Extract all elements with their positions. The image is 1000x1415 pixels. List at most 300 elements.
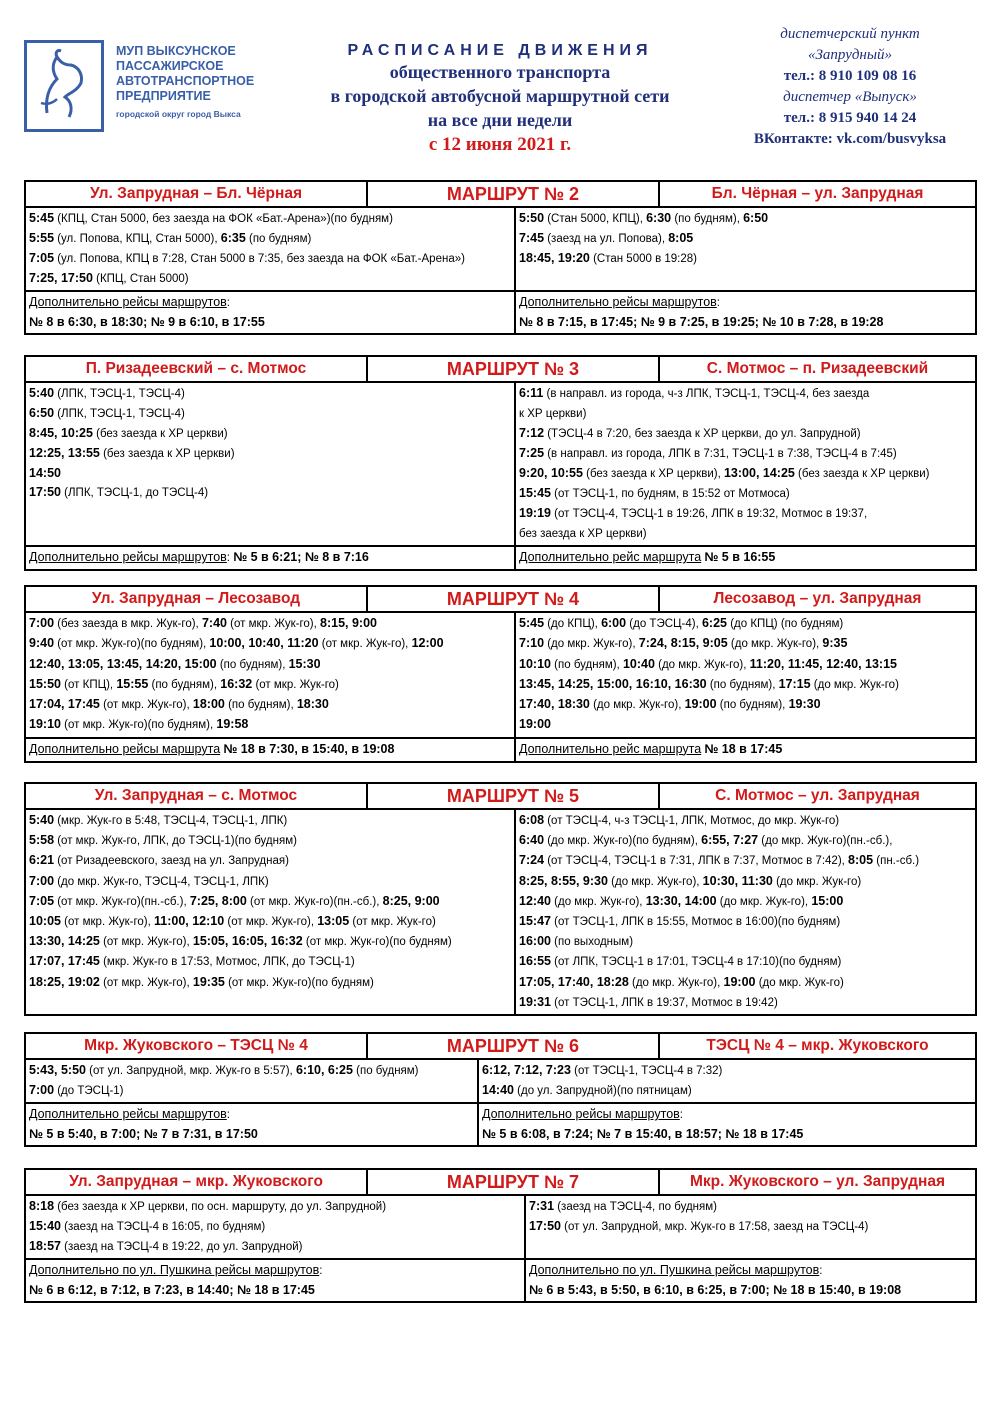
schedule-line: [29, 932, 511, 952]
schedule-line: [29, 424, 511, 444]
trip-note: :: [819, 1265, 823, 1277]
schedule-line: [529, 1261, 972, 1281]
departure-times: № 5 в 6:21; № 8 в 7:16: [233, 550, 369, 564]
route-header: [26, 587, 975, 613]
schedule-right: [526, 1196, 975, 1258]
schedule-line: [482, 1125, 972, 1144]
extra-label: Дополнительно рейсы маршрута: [29, 741, 221, 756]
schedule-line: [29, 614, 511, 634]
route-extra-trips: [26, 1102, 975, 1145]
schedule-line: [519, 912, 972, 932]
departure-times: 9:40: [29, 636, 55, 651]
departure-times: 7:05: [29, 251, 55, 265]
effective-date: с 12 июня 2021 г.: [428, 134, 572, 155]
schedule-line: [29, 404, 511, 424]
route-direction-left: Ул. Запрудная – Лесозавод: [26, 587, 368, 611]
departure-times: 5:55: [29, 231, 55, 245]
schedule-right: [516, 208, 975, 290]
departure-times: 6:12, 7:12, 7:23: [482, 1063, 571, 1077]
trip-note: (до мкр. Жук-го),: [628, 976, 724, 989]
route-block: [24, 1032, 977, 1147]
route-name: МАРШРУТ № 7: [368, 1170, 660, 1194]
departure-times: 6:00: [601, 616, 627, 630]
departure-times: 17:15: [778, 676, 811, 691]
trip-note: (от мкр. Жук-го),: [99, 976, 193, 989]
route-schedule: [26, 810, 975, 1014]
departure-times: 19:31: [519, 994, 551, 1009]
schedule-line: [529, 1281, 972, 1300]
trip-note: (ул. Попова, КПЦ, Стан 5000),: [54, 233, 221, 245]
departure-times: 12:40, 13:05, 13:45, 14:20, 15:00: [29, 656, 217, 671]
departure-times: № 18 в 17:45: [704, 741, 783, 756]
trip-note: (без заезда к ХР церкви): [99, 448, 235, 460]
trip-note: :: [226, 1109, 230, 1121]
schedule-line: [482, 1081, 972, 1101]
schedule-line: [519, 548, 972, 568]
departure-times: 17:50: [29, 485, 61, 499]
departure-times: 13:30, 14:25: [29, 934, 100, 949]
schedule-left: [26, 208, 516, 290]
departure-times: 7:45: [519, 231, 545, 245]
schedule-line: [29, 313, 511, 332]
departure-times: 5:45: [29, 211, 55, 225]
departure-times: 13:30, 14:00: [645, 893, 717, 908]
trip-note: (до мкр. Жук-го): [772, 875, 862, 888]
route-direction-left: Ул. Запрудная – мкр. Жуковского: [26, 1170, 368, 1194]
departure-times: 15:05, 16:05, 16:32: [192, 934, 303, 949]
departure-times: 5:43, 5:50: [29, 1063, 86, 1077]
trip-note: :: [226, 552, 234, 564]
departure-times: 5:45: [519, 616, 545, 630]
departure-times: 7:31: [529, 1199, 555, 1213]
org-line: ПРЕДПРИЯТИЕ: [116, 89, 211, 103]
departure-times: 16:32: [220, 676, 253, 691]
org-line: МУП ВЫКСУНСКОЕ: [116, 44, 236, 58]
schedule-line: [519, 655, 972, 675]
departure-times: 6:08: [519, 813, 545, 827]
route-name: МАРШРУТ № 4: [368, 587, 660, 611]
departure-times: 10:30, 11:30: [702, 873, 773, 888]
route-header: [26, 182, 975, 208]
extra-left: [26, 292, 516, 333]
departure-times: 17:40, 18:30: [519, 697, 590, 712]
schedule-line: [29, 229, 511, 249]
departure-times: 9:35: [822, 636, 848, 651]
trip-note: (без заезда к ХР церкви),: [582, 468, 724, 480]
departure-times: 12:40: [519, 893, 551, 908]
trip-note: (без заезда к ХР церкви): [92, 428, 228, 440]
trip-note: (без заезда к ХР церкви): [794, 468, 930, 480]
schedule-left: [26, 1196, 526, 1258]
route-schedule: [26, 1060, 975, 1102]
trip-note: (Стан 5000, КПЦ),: [544, 213, 647, 225]
trip-note: (до ТЭСЦ-4),: [626, 618, 702, 630]
departure-times: 16:55: [519, 954, 551, 969]
trip-note: (от Ризадеевского, заезд на ул. Запрудная): [54, 855, 289, 868]
departure-times: 6:30: [646, 211, 672, 225]
route-direction-left: Ул. Запрудная – Бл. Чёрная: [26, 182, 368, 206]
departure-times: 15:40: [29, 1219, 61, 1233]
page-header: [0, 0, 1000, 170]
route-direction-left: П. Ризадеевский – с. Мотмос: [26, 357, 368, 381]
departure-times: 17:05, 17:40, 18:28: [519, 974, 629, 989]
route-name: МАРШРУТ № 5: [368, 784, 660, 808]
schedule-line: [29, 634, 511, 654]
trip-note: :: [319, 1265, 323, 1277]
schedule-line: [519, 831, 972, 851]
route-block: [24, 782, 977, 1016]
route-extra-trips: [26, 1258, 975, 1301]
route-direction-right: Лесозавод – ул. Запрудная: [713, 590, 922, 607]
contact-vk-link[interactable]: ВКонтакте: vk.com/busvyksa: [753, 131, 947, 147]
trip-note: :: [679, 1109, 683, 1121]
trip-note: (без заезда к ХР церкви, по осн. маршруту, до ул. Запрудной): [54, 1201, 387, 1213]
schedule-line: [29, 912, 511, 932]
schedule-right: [516, 810, 975, 1014]
trip-note: (до КПЦ) (по будням): [727, 618, 844, 630]
schedule-line: [519, 209, 972, 229]
schedule-left: [26, 383, 516, 545]
departure-times: № 5 в 5:40, в 7:00; № 7 в 7:31, в 17:50: [29, 1127, 258, 1141]
trip-note: (заезд на ТЭСЦ-4, по будням): [554, 1201, 717, 1213]
schedule-line: [29, 715, 511, 735]
schedule-left: [26, 613, 516, 737]
trip-note: (до мкр. Жук-го)(по будням),: [544, 835, 702, 848]
departure-times: 19:00: [519, 717, 551, 732]
extra-left: [26, 1260, 526, 1301]
schedule-line: [529, 1217, 972, 1237]
trip-note: (от ТЭСЦ-4, ТЭСЦ-1 в 19:26, ЛПК в 19:32, Мотмос в 19:37,: [550, 508, 868, 520]
trip-note: (заезд на ТЭСЦ-4 в 19:22, до ул. Запрудной): [60, 1241, 303, 1253]
trip-note: (до мкр. Жук-го, ТЭСЦ-4, ТЭСЦ-1, ЛПК): [54, 875, 269, 888]
trip-note: (до ТЭСЦ-1): [54, 1085, 124, 1097]
schedule-line: [29, 695, 511, 715]
departure-times: 19:00: [684, 697, 717, 712]
trip-note: (по будням): [245, 233, 312, 245]
trip-note: (от мкр. Жук-го)(по будням),: [54, 638, 210, 651]
route-direction-left: Мкр. Жуковского – ТЭСЦ № 4: [26, 1034, 368, 1058]
schedule-line: [29, 444, 511, 464]
departure-times: 10:00, 10:40, 11:20: [209, 636, 319, 651]
page-title: РАСПИСАНИЕ ДВИЖЕНИЯ: [347, 42, 653, 59]
departure-times: № 5 в 6:08, в 7:24; № 7 в 15:40, в 18:57; № 18 в 17:45: [482, 1127, 804, 1141]
departure-times: 7:05: [29, 893, 55, 908]
route-schedule: [26, 1196, 975, 1258]
trip-note: (от мкр. Жук-го),: [99, 936, 193, 949]
schedule-left: [26, 810, 516, 1014]
route-header: [26, 1170, 975, 1196]
trip-note: (от мкр. Жук-го, ЛПК, до ТЭСЦ-1)(по будням): [54, 835, 297, 848]
trip-note: (по будням),: [550, 658, 623, 671]
schedule-line: [29, 1237, 521, 1257]
route-extra-trips: [26, 545, 975, 569]
departure-times: 8:15, 9:00: [320, 616, 377, 630]
contact-label: диспетчерский пункт: [780, 26, 920, 42]
trip-note: (в направл. из города, ч-з ЛПК, ТЭСЦ-1, ТЭСЦ-4, без заезда: [543, 388, 870, 400]
trip-note: (от мкр. Жук-го)(по будням): [302, 936, 452, 949]
contacts-block: [720, 24, 980, 150]
trip-note: (ЛПК, ТЭСЦ-1, ТЭСЦ-4): [54, 388, 185, 400]
route-block: [24, 585, 977, 763]
route-extra-trips: [26, 290, 975, 333]
extra-label: Дополнительно рейсы маршрутов: [29, 295, 227, 309]
route-header: [26, 784, 975, 810]
route-header: [26, 357, 975, 383]
trip-note: (от ТЭСЦ-1, ЛПК в 15:55, Мотмос в 16:00)(по будням): [550, 916, 841, 929]
schedule-line: [29, 655, 511, 675]
route-direction-right: С. Мотмос – п. Ризадеевский: [706, 360, 929, 377]
departure-times: 7:40: [201, 616, 227, 630]
departure-times: 6:35: [220, 231, 246, 245]
departure-times: 7:25, 8:00: [189, 893, 247, 908]
departure-times: 13:05: [317, 914, 350, 929]
extra-right: [479, 1104, 975, 1145]
extra-right: [516, 547, 975, 569]
schedule-line: [519, 249, 972, 269]
departure-times: № 5 в 16:55: [704, 550, 776, 564]
departure-times: № 18 в 7:30, в 15:40, в 19:08: [223, 741, 395, 756]
extra-label: Дополнительно по ул. Пушкина рейсы маршрутов: [529, 1263, 820, 1277]
extra-label: Дополнительно рейсы маршрутов: [519, 295, 717, 309]
route-direction-right: Бл. Чёрная – ул. Запрудная: [711, 185, 924, 202]
trip-note: (от мкр. Жук-го)(пн.-сб.),: [54, 895, 190, 908]
departure-times: 18:25, 19:02: [29, 974, 100, 989]
departure-times: 17:07, 17:45: [29, 954, 100, 969]
route-direction-left: Ул. Запрудная – с. Мотмос: [26, 784, 368, 808]
trip-note: (по выходным): [550, 936, 634, 949]
schedule-line: [29, 249, 511, 269]
schedule-line: [519, 973, 972, 993]
trip-note: :: [226, 297, 230, 309]
org-line: АВТОТРАНСПОРТНОЕ: [116, 74, 255, 88]
extra-label: Дополнительно рейс маршрута: [519, 550, 702, 564]
departure-times: 19:35: [192, 974, 225, 989]
departure-times: 9:20, 10:55: [519, 466, 583, 480]
departure-times: 10:40: [622, 656, 655, 671]
departure-times: 19:10: [29, 717, 61, 732]
departure-times: 7:12: [519, 426, 545, 440]
departure-times: 15:55: [116, 676, 149, 691]
trip-note: (от ул. Запрудной, мкр. Жук-го в 5:57),: [85, 1065, 296, 1077]
schedule-line: [529, 1197, 972, 1217]
departure-times: 12:25, 13:55: [29, 446, 100, 460]
departure-times: 7:10: [519, 636, 545, 651]
schedule-line: [519, 229, 972, 249]
trip-note: (по будням): [352, 1065, 419, 1077]
route-schedule: [26, 613, 975, 737]
departure-times: 15:50: [29, 676, 61, 691]
trip-note: (в направл. из города, ЛПК в 7:31, ТЭСЦ-1 в 7:38, ТЭСЦ-4 в 7:45): [544, 448, 897, 460]
departure-times: 15:30: [288, 656, 321, 671]
departure-times: 15:47: [519, 914, 551, 929]
departure-times: 15:45: [519, 486, 551, 500]
schedule-line: [519, 313, 972, 332]
trip-note: (до КПЦ),: [544, 618, 602, 630]
departure-times: 7:00: [29, 616, 55, 630]
departure-times: 8:05: [668, 231, 694, 245]
schedule-line: [519, 384, 972, 404]
departure-times: 19:00: [723, 974, 756, 989]
schedule-right: [479, 1060, 975, 1102]
extra-left: [26, 739, 516, 761]
route-name: МАРШРУТ № 2: [368, 182, 660, 206]
route-schedule: [26, 383, 975, 545]
trip-note: (до мкр. Жук-го): [755, 976, 844, 989]
horse-logo-icon: [27, 43, 101, 129]
extra-label: Дополнительно рейсы маршрутов: [482, 1107, 680, 1121]
schedule-right: [516, 383, 975, 545]
trip-note: (от мкр. Жук-го),: [99, 699, 193, 712]
extra-right: [516, 739, 975, 761]
schedule-line: [519, 695, 972, 715]
trip-note: (от ЛПК, ТЭСЦ-1 в 17:01, ТЭСЦ-4 в 17:10)(по будням): [550, 956, 842, 969]
trip-note: (по будням),: [706, 678, 779, 691]
company-logo: [24, 40, 104, 132]
schedule-line: [519, 872, 972, 892]
trip-note: (до мкр. Жук-го)(пн.-сб.),: [758, 835, 893, 848]
departure-times: № 6 в 5:43, в 5:50, в 6:10, в 6:25, в 7:00; № 18 в 15:40, в 19:08: [529, 1283, 902, 1297]
org-subtitle: городской округ город Выкса: [116, 109, 241, 119]
route-direction-right: Мкр. Жуковского – ул. Запрудная: [689, 1173, 946, 1190]
departure-times: 16:00: [519, 934, 551, 949]
schedule-line: [519, 484, 972, 504]
schedule-line: [519, 851, 972, 871]
schedule-line: [482, 1061, 972, 1081]
trip-note: (заезд на ул. Попова),: [544, 233, 669, 245]
departure-times: 5:40: [29, 386, 55, 400]
departure-times: 13:45, 14:25, 15:00, 16:10, 16:30: [519, 676, 707, 691]
schedule-line: [519, 952, 972, 972]
departure-times: 6:10, 6:25: [295, 1063, 353, 1077]
departure-times: 13:00, 14:25: [723, 466, 795, 480]
departure-times: 6:50: [29, 406, 55, 420]
trip-note: (от мкр. Жук-го): [252, 678, 339, 691]
schedule-line: [29, 1197, 521, 1217]
contact-label: «Запрудный»: [807, 47, 893, 63]
trip-note: (ЛПК, ТЭСЦ-1, до ТЭСЦ-4): [60, 487, 209, 499]
schedule-line: [29, 973, 511, 993]
departure-times: 5:50: [519, 211, 545, 225]
schedule-line: [519, 715, 972, 734]
trip-note: (от КПЦ),: [60, 678, 117, 691]
trip-note: (до мкр. Жук-го),: [544, 638, 639, 651]
departure-times: 7:25: [519, 446, 545, 460]
trip-note: (от ТЭСЦ-1, ЛПК в 19:37, Мотмос в 19:42): [550, 996, 778, 1009]
trip-note: (от ТЭСЦ-1, по будням, в 15:52 от Мотмоса): [550, 488, 790, 500]
departure-times: 6:55, 7:27: [701, 833, 759, 848]
contact-phone: тел.: 8 915 940 14 24: [783, 110, 917, 126]
trip-note: без заезда к ХР церкви): [519, 528, 647, 540]
trip-note: (от мкр. Жук-го): [349, 916, 436, 929]
trip-note: (ТЭСЦ-4 в 7:20, без заезда к ХР церкви, до ул. Запрудной): [544, 428, 861, 440]
trip-note: (от мкр. Жук-го)(пн.-сб.),: [246, 895, 383, 908]
departure-times: № 8 в 7:15, в 17:45; № 9 в 7:25, в 19:25; № 10 в 7:28, в 19:28: [519, 315, 884, 329]
trip-note: (до мкр. Жук-го),: [589, 699, 685, 712]
org-line: ПАССАЖИРСКОЕ: [116, 59, 224, 73]
departure-times: 11:00, 12:10: [154, 914, 225, 929]
trip-note: (до мкр. Жук-го),: [727, 638, 823, 651]
departure-times: 19:58: [216, 717, 249, 732]
route-schedule: [26, 208, 975, 290]
schedule-line: [29, 811, 511, 831]
departure-times: 18:00: [192, 697, 225, 712]
trip-note: (от мкр. Жук-го),: [226, 618, 320, 630]
trip-note: (мкр. Жук-го в 5:48, ТЭСЦ-4, ТЭСЦ-1, ЛПК): [54, 815, 288, 827]
schedule-line: [519, 504, 972, 524]
trip-note: (от мкр. Жук-го),: [224, 916, 318, 929]
trip-note: (до мкр. Жук-го),: [716, 895, 812, 908]
departure-times: 12:00: [411, 636, 444, 651]
schedule-line: [519, 293, 972, 313]
trip-note: (ул. Попова, КПЦ в 7:28, Стан 5000 в 7:35, без заезда на ФОК «Бат.-Арена»): [54, 253, 465, 265]
departure-times: 10:05: [29, 914, 61, 929]
departure-times: 8:18: [29, 1199, 55, 1213]
trip-note: (от ТЭСЦ-1, ТЭСЦ-4 в 7:32): [570, 1065, 723, 1077]
extra-label: Дополнительно рейсы маршрутов: [29, 550, 227, 564]
route-direction-right: С. Мотмос – ул. Запрудная: [715, 787, 920, 804]
route-direction-right: ТЭСЦ № 4 – мкр. Жуковского: [706, 1037, 929, 1054]
schedule-line: [29, 1261, 521, 1281]
schedule-line: [29, 293, 511, 313]
schedule-line: [519, 811, 972, 831]
route-extra-trips: [26, 737, 975, 761]
schedule-line: [29, 464, 511, 483]
schedule-line: [29, 1125, 474, 1144]
trip-note: (мкр. Жук-го в 17:53, Мотмос, ЛПК, до ТЭСЦ-1): [99, 956, 355, 969]
route-block: [24, 180, 977, 335]
trip-note: (до мкр. Жук-го),: [654, 658, 750, 671]
route-block: [24, 1168, 977, 1303]
trip-note: (от ул. Запрудной, мкр. Жук-го в 17:58, заезд на ТЭСЦ-4): [560, 1221, 869, 1233]
trip-note: (до мкр. Жук-го),: [550, 895, 646, 908]
departure-times: 7:00: [29, 1083, 55, 1097]
departure-times: 19:30: [788, 697, 821, 712]
trip-note: (пн.-сб.): [873, 855, 920, 868]
trip-note: :: [716, 297, 720, 309]
trip-note: (Стан 5000 в 19:28): [589, 253, 697, 265]
extra-label: Дополнительно по ул. Пушкина рейсы маршрутов: [29, 1263, 320, 1277]
organization-name: [116, 44, 286, 122]
schedule-line: [519, 524, 972, 544]
departure-times: 8:25, 9:00: [382, 893, 440, 908]
schedule-left: [26, 1060, 479, 1102]
departure-times: 6:25: [701, 616, 727, 630]
schedule-line: [519, 993, 972, 1013]
extra-label: Дополнительно рейс маршрута: [519, 741, 702, 756]
departure-times: 7:25, 17:50: [29, 271, 93, 285]
schedule-line: [29, 1105, 474, 1125]
schedule-line: [519, 740, 972, 760]
trip-note: к ХР церкви): [519, 408, 587, 420]
trip-note: (по будням),: [216, 658, 289, 671]
contact-phone: тел.: 8 910 109 08 16: [783, 68, 917, 84]
departure-times: 6:11: [519, 386, 544, 400]
schedule-right: [516, 613, 975, 737]
subtitle-line: в городской автобусной маршрутной сети: [330, 86, 670, 106]
trip-note: (от мкр. Жук-го)(по будням): [224, 976, 374, 989]
route-block: [24, 355, 977, 571]
trip-note: (от ТЭСЦ-4, ТЭСЦ-1 в 7:31, ЛПК в 7:37, Мотмос в 7:42),: [544, 855, 849, 868]
schedule-line: [519, 614, 972, 634]
route-name: МАРШРУТ № 3: [368, 357, 660, 381]
schedule-line: [29, 892, 511, 912]
schedule-line: [29, 1217, 521, 1237]
schedule-line: [482, 1105, 972, 1125]
extra-right: [526, 1260, 975, 1301]
schedule-line: [519, 634, 972, 654]
departure-times: 17:04, 17:45: [29, 697, 100, 712]
departure-times: 14:50: [29, 466, 61, 480]
